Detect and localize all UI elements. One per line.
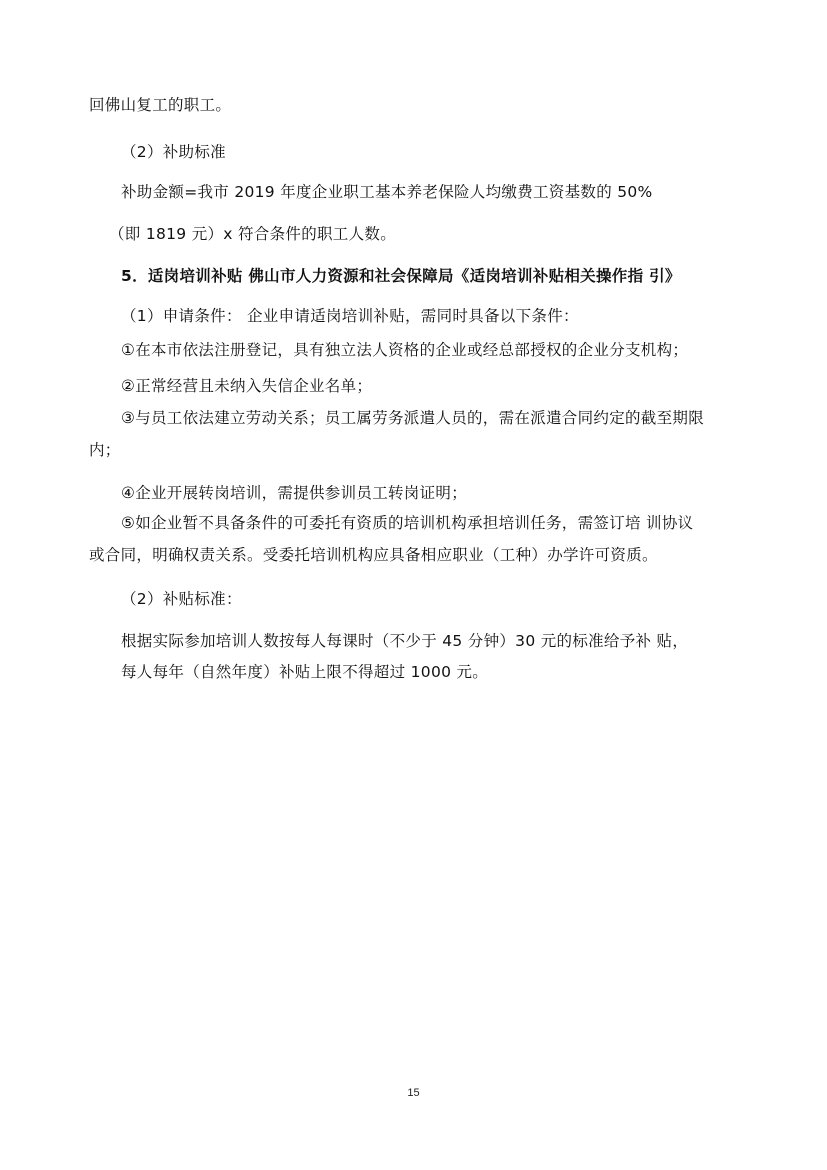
text-line-subsidy-amount: 补助金额=我市 2019 年度企业职工基本养老保险人均缴费工资基数的 50% [121,183,653,201]
subheading-application-conditions: （1）申请条件： 企业申请适岗培训补贴，需同时具备以下条件： [121,307,579,325]
text-line-subsidy-amount-cont: （即 1819 元）x 符合条件的职工人数。 [109,225,397,243]
text-line-standard: 根据实际参加培训人数按每人每课时（不少于 45 分钟）30 元的标准给予补 贴， [121,632,689,650]
text-line-standard-cont: 每人每年（自然年度）补贴上限不得超过 1000 元。 [121,663,489,681]
section-heading-training-subsidy: 5．适岗培训补贴 佛山市人力资源和社会保障局《适岗培训补贴相关操作指 引》 [121,267,681,285]
condition-item-3: ③与员工依法建立劳动关系；员工属劳务派遣人员的，需在派遣合同约定的截至期限 [121,409,704,427]
condition-item-5: ⑤如企业暂不具备条件的可委托有资质的培训机构承担培训任务，需签订培 训协议 [121,514,694,532]
page-number: 15 [407,1087,420,1099]
condition-item-4: ④企业开展转岗培训，需提供参训员工转岗证明； [121,484,467,502]
subheading-subsidy-standard-2: （2）补贴标准： [121,590,242,608]
condition-item-3-cont: 内； [89,441,121,459]
condition-item-2: ②正常经营且未纳入失信企业名单； [121,377,373,395]
condition-item-1: ①在本市依法注册登记，具有独立法人资格的企业或经总部授权的企业分支机构； [121,341,689,359]
text-line-continuation: 回佛山复工的职工。 [89,96,232,114]
condition-item-5-cont: 或合同，明确权责关系。受委托培训机构应具备相应职业（工种）办学许可资质。 [89,546,658,564]
subheading-subsidy-standard: （2）补助标准 [121,143,226,161]
